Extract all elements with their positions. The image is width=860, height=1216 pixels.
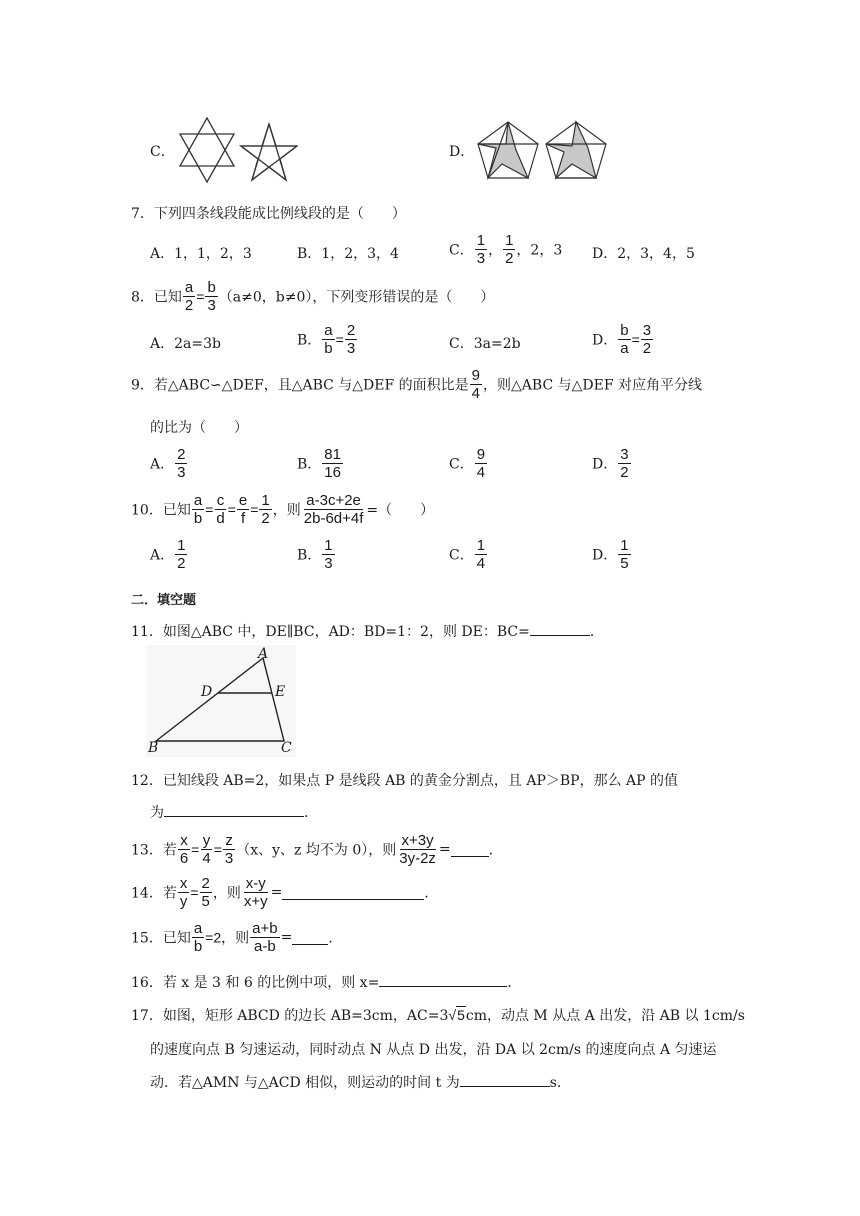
q17-stem-line2: 的速度向点 B 匀速运动，同时动点 N 从点 D 出发，沿 DA 以 2cm/s 的速度向点 A 匀速运 <box>150 1042 717 1058</box>
q17-answer-blank[interactable] <box>460 1072 550 1087</box>
q10-option-a: A． $\frac{1}{2}$ <box>150 537 186 572</box>
q13-answer-blank[interactable] <box>451 842 489 857</box>
section-heading-fill-in: 二．填空题 <box>131 593 197 608</box>
q6-option-d-figure <box>476 120 608 182</box>
q8-option-d: D． $\frac{b}{a}$ = $\frac{3}{2}$ <box>592 322 652 357</box>
q6-option-c-figure <box>176 116 298 186</box>
q11-triangle-figure <box>146 645 296 757</box>
q6-option-d-label: D． <box>449 144 475 160</box>
q9-stem-line2: 的比为（ ） <box>150 420 248 436</box>
q11-answer-blank[interactable] <box>530 621 590 636</box>
q7-option-c: C． $\frac{1}{3}$ ， $\frac{1}{2}$ ，2，3 <box>449 232 563 267</box>
q17-stem-line3: 动．若△AMN 与△ACD 相似，则运动的时间 t 为 s． <box>150 1072 571 1092</box>
q11-label-c: C <box>281 740 292 756</box>
q10-stem: 10．已知 $\frac{a}{b}$ = $\frac{c}{d}$ = $\frac{e}{f}$ = $\frac{1}{2}$ ，则 $\frac{a-3c+2e}{2b-6d+4f}$ =（ ） <box>131 492 435 527</box>
q16-answer-blank[interactable] <box>379 972 507 987</box>
q9-option-b: B． $\frac{81}{16}$ <box>297 446 341 481</box>
q16-stem: 16．若 x 是 3 和 6 的比例中项，则 x= ． <box>131 972 521 992</box>
q6-option-c-label: C． <box>150 144 175 160</box>
q14-answer-blank[interactable] <box>282 885 424 900</box>
q10-option-c: C． $\frac{1}{4}$ <box>449 537 486 572</box>
q11-stem: 11．如图△ABC 中，DE∥BC，AD：BD=1：2，则 DE：BC= ． <box>131 621 604 641</box>
q7-stem: 7．下列四条线段能成比例线段的是（ ） <box>131 206 406 222</box>
q7-option-a: A．1，1，2，3 <box>150 246 252 262</box>
q11-label-e: E <box>275 684 286 700</box>
q8-option-a: A．2a=3b <box>150 336 221 352</box>
q7-option-d: D．2，3，4，5 <box>592 246 695 262</box>
q10-option-d: D． $\frac{1}{5}$ <box>592 537 629 572</box>
q8-option-b: B． $\frac{a}{b}$ = $\frac{2}{3}$ <box>297 322 356 357</box>
q9-option-a: A． $\frac{2}{3}$ <box>150 446 186 481</box>
q12-answer-blank[interactable] <box>164 802 304 817</box>
q12-stem-line2: 为 ． <box>150 802 318 822</box>
q15-stem: 15．已知 $\frac{a}{b}$ =2，则 $\frac{a+b}{a-b}$ = ． <box>131 920 343 955</box>
q11-label-a: A <box>258 646 269 662</box>
q9-stem-line1: 9．若△ABC∽△DEF，且△ABC 与△DEF 的面积比是 $\frac{9}{4}$ ，则△ABC 与△DEF 对应角平分线 <box>131 367 702 402</box>
q12-stem-line1: 12．已知线段 AB=2，如果点 P 是线段 AB 的黄金分割点，且 AP＞BP，那么 AP 的值 <box>131 773 679 789</box>
q10-option-b: B． $\frac{1}{3}$ <box>297 537 333 572</box>
q14-stem: 14．若 $\frac{x}{y}$ = $\frac{2}{5}$ ，则 $\frac{x-y}{x+y}$ = ． <box>131 875 439 910</box>
q7-option-b: B．1，2，3，4 <box>297 246 399 262</box>
q17-stem-line1: 17．如图，矩形 ABCD 的边长 AB=3cm，AC=3√5cm，动点 M 从点 A 出发，沿 AB 以 1cm/s <box>131 1007 745 1024</box>
q11-label-b: B <box>148 740 159 756</box>
q8-stem: 8．已知 $\frac{a}{2}$ = $\frac{b}{3}$ （a≠0，b≠0），下列变形错误的是（ ） <box>131 279 495 314</box>
q11-label-d: D <box>201 684 213 700</box>
q9-option-c: C． $\frac{9}{4}$ <box>449 446 486 481</box>
q8-option-c: C．3a=2b <box>449 336 521 352</box>
q13-stem: 13．若 $\frac{x}{6}$ = $\frac{y}{4}$ = $\frac{z}{3}$ （x、y、z 均不为 0），则 $\frac{x+3y}{3y-2z}$ = ． <box>131 832 503 867</box>
q15-answer-blank[interactable] <box>292 930 328 945</box>
q9-option-d: D． $\frac{3}{2}$ <box>592 446 629 481</box>
